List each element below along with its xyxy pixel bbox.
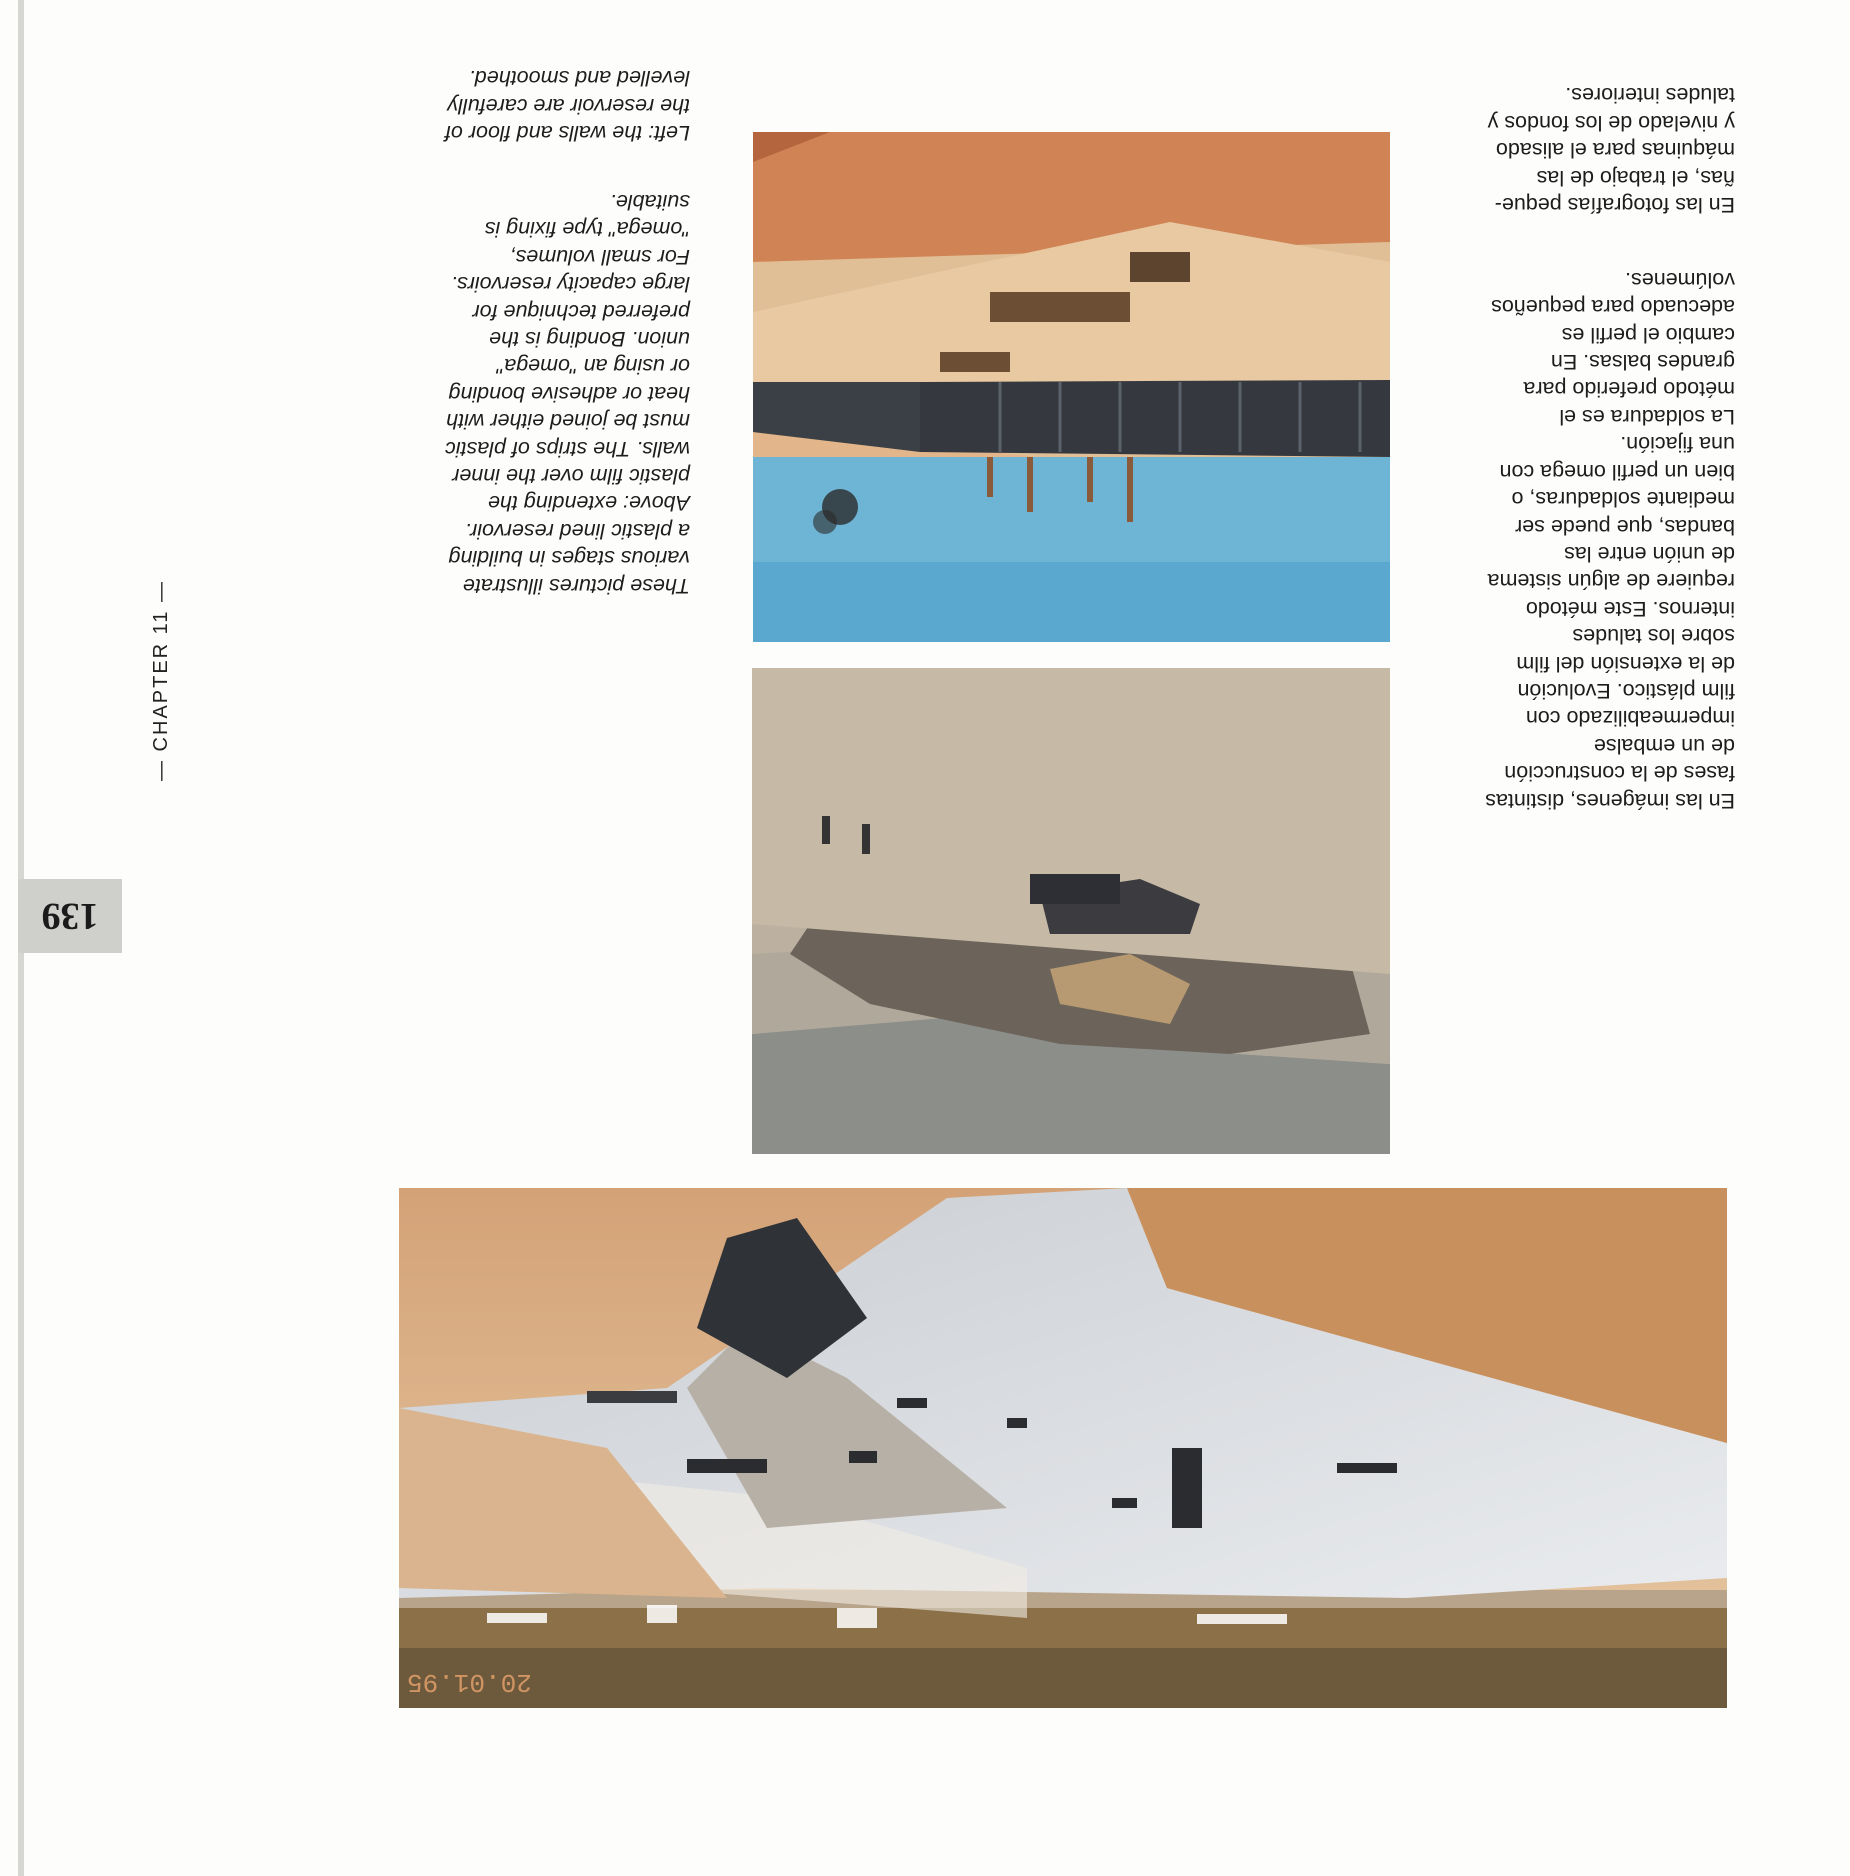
english-caption xyxy=(390,64,690,626)
photo-date-stamp: 20.01.95 xyxy=(407,1667,532,1697)
photo-reservoir-walls-image xyxy=(753,132,1390,642)
spanish-paragraph-1: En las imágenes, distintas fases de la construcción de un embalse impermeabilizado con film plástico. Evolución de la extensión del film sobre los taludes internos. Este método requiere de algún sistema de unión entre las bandas, que puede ser mediante soldaduras, o bien un perfil omega con una fijación. La soldadura es el método preferido para grandes balsas. En cambio el perfil es adecuado para pequeños volúmenes. xyxy=(1485,267,1735,813)
spanish-caption xyxy=(1415,81,1735,841)
page-number: 139 xyxy=(41,895,99,937)
photo-reservoir-walls xyxy=(753,132,1390,642)
english-paragraph-1: These pictures illustrate various stages in building a plastic lined reservoir. Above: extending the plastic film over the inner walls. The strips of plastic must be joined either with heat or adhesive bonding or using an "omega" union. Bonding is the preferred technique for large capacity reservoirs. For small volumes, "omega" type fixing is suitable. xyxy=(445,189,690,598)
photo-levelling-floor-image xyxy=(752,668,1390,1154)
photo-levelling-floor xyxy=(752,668,1390,1154)
photo-liner-installation xyxy=(399,1188,1727,1708)
chapter-label: — CHAPTER 11 — xyxy=(150,580,172,781)
photo-liner-installation-image xyxy=(399,1188,1727,1708)
spanish-paragraph-2: En las fotografías peque- ñas, el trabajo de las máquinas para el alisado y nivelado de los fondos y taludes interiores. xyxy=(1487,83,1735,218)
english-paragraph-2: Left: the walls and floor of the reservoir are carefully levelled and smoothed. xyxy=(444,66,690,146)
